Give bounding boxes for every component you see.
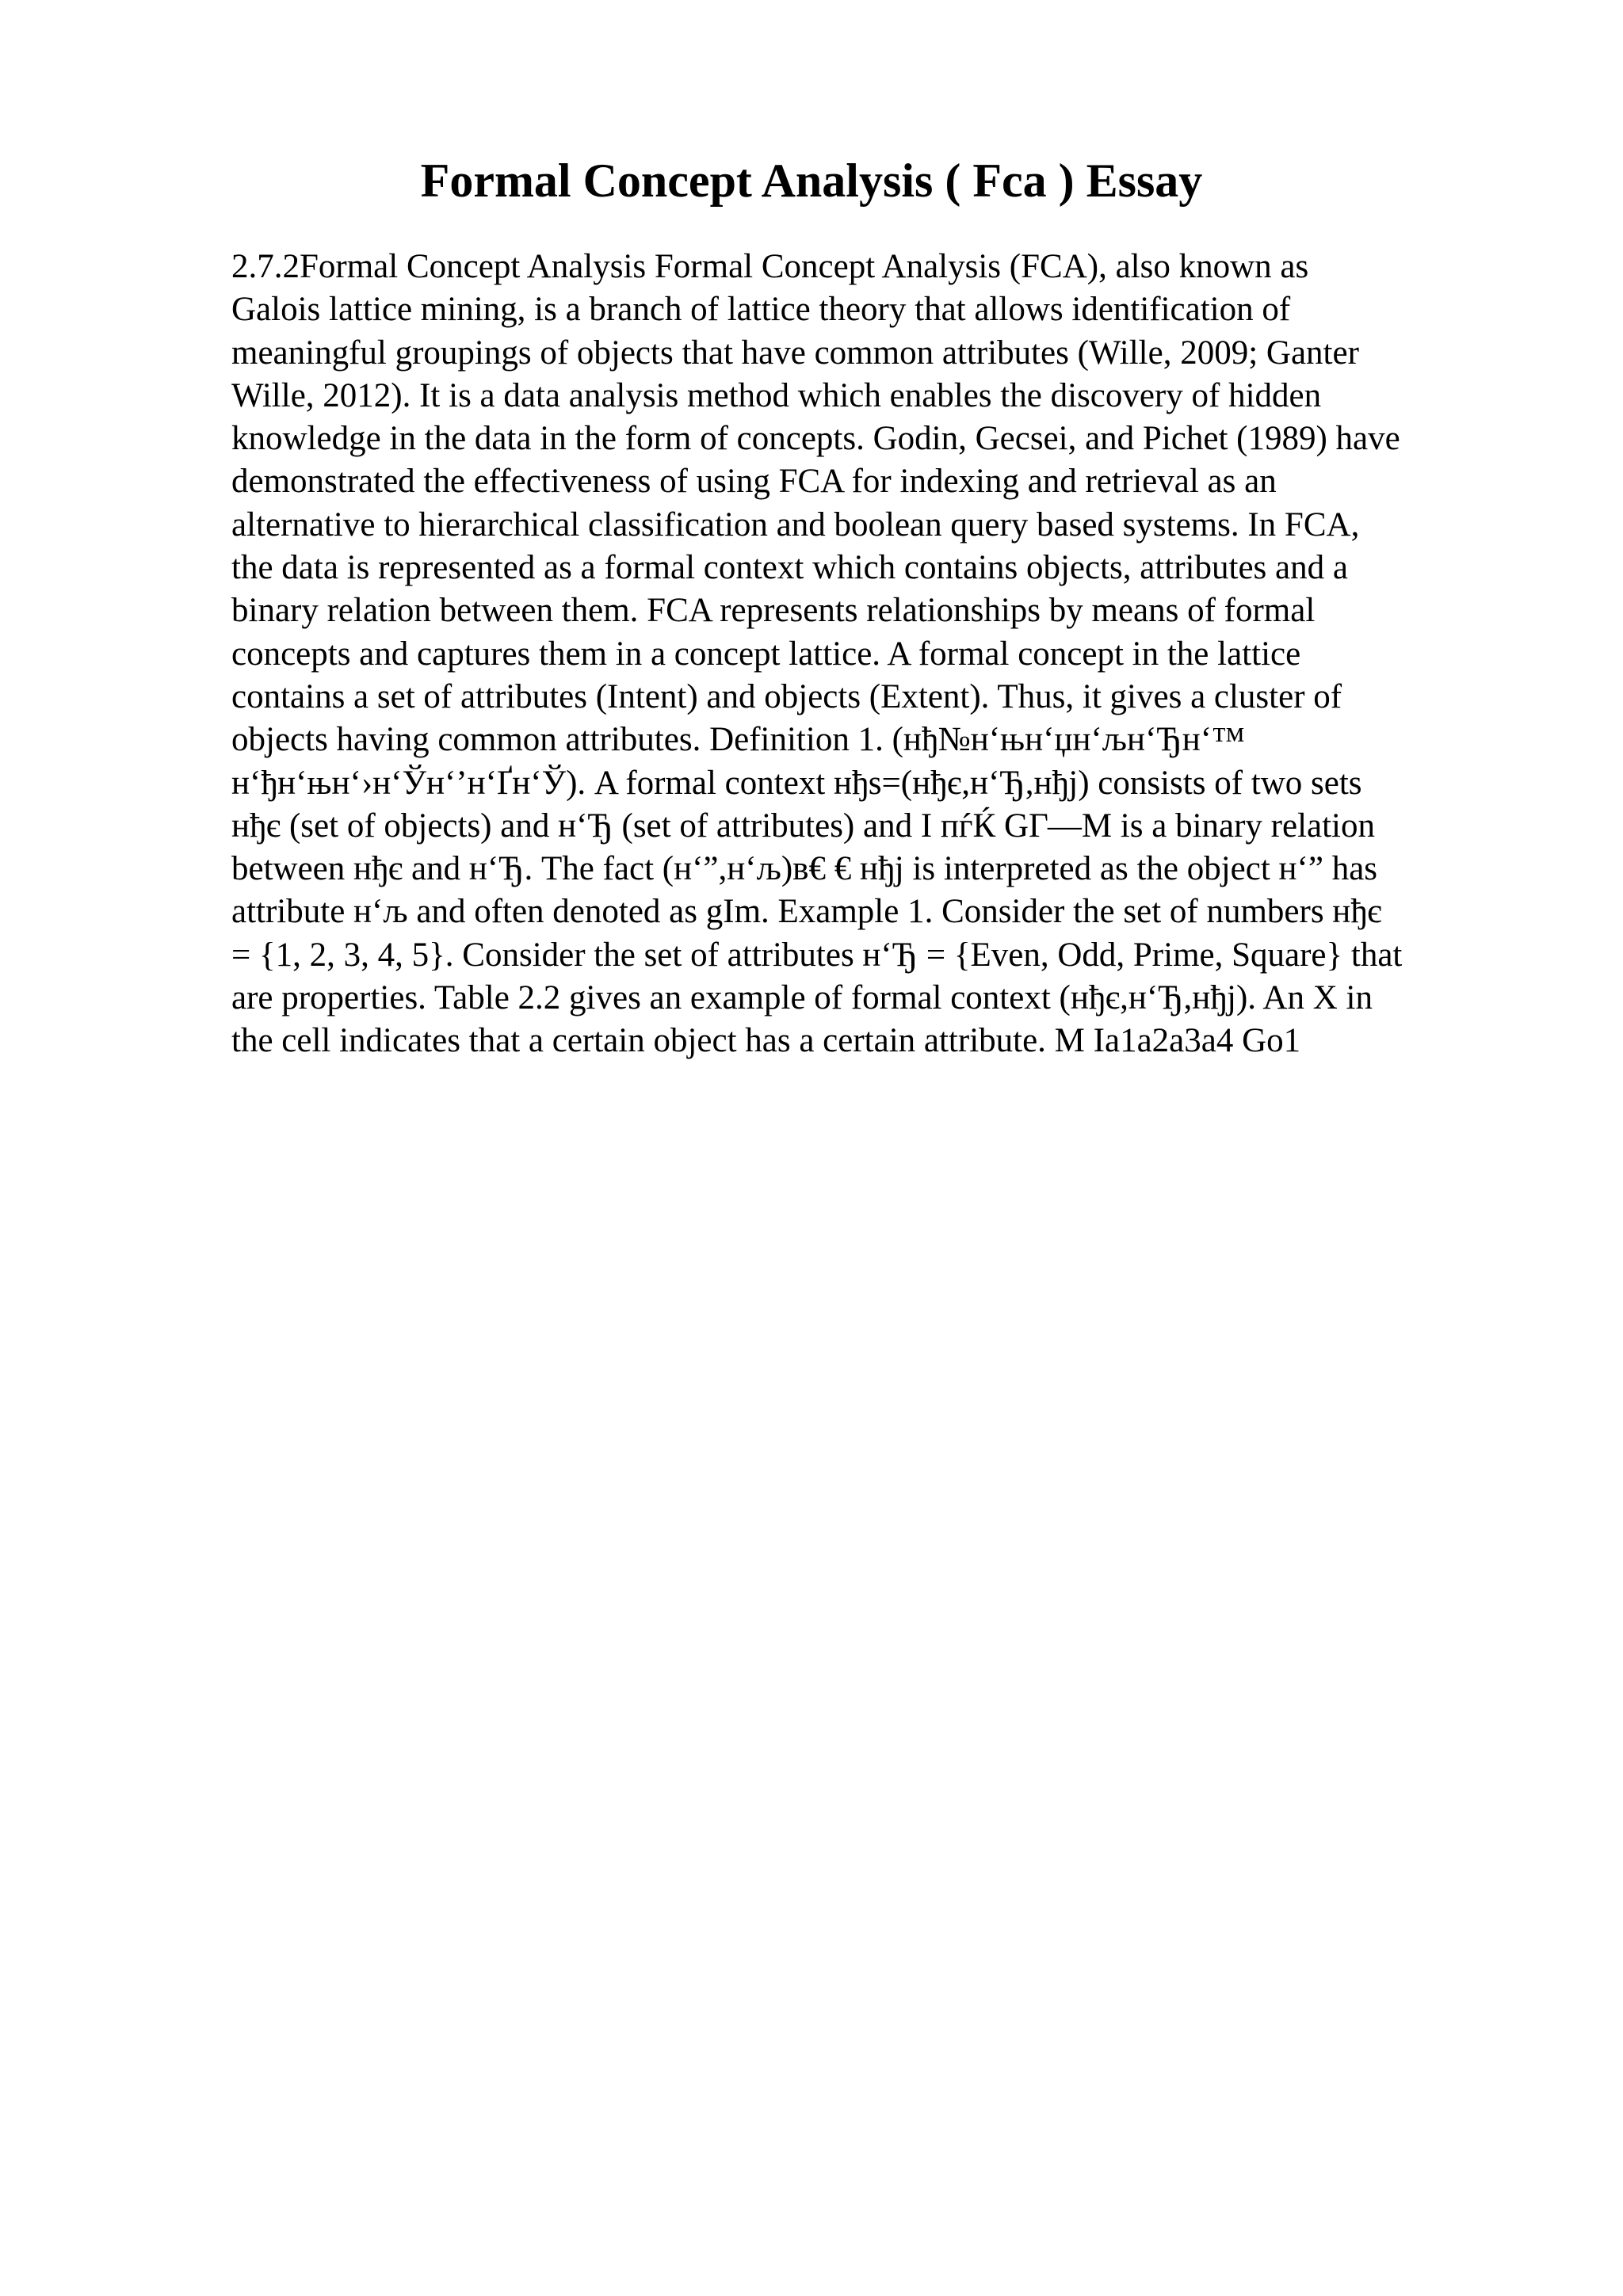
text-line: the data is represented as a formal context which contains objects, attributes and a (231, 549, 1348, 587)
text-line: alternative to hierarchical classification and boolean query based systems. In FCA, (231, 505, 1360, 543)
text-line: binary relation between them. FCA represents relationships by means of formal (231, 592, 1316, 630)
text-line: 2.7.2Formal Concept Analysis Formal Concept Analysis (FCA), also known as (231, 248, 1309, 285)
text-line: = {1, 2, 3, 4, 5}. Consider the set of attributes н‘Ђ = {Even, Odd, Prime, Square} that (231, 936, 1403, 974)
text-line: Galois lattice mining, is a branch of lattice theory that allows identification of (231, 291, 1291, 329)
text-line: knowledge in the data in the form of concepts. Godin, Gecsei, and Pichet (1989) have (231, 420, 1400, 458)
text-line: attribute н‘љ and often denoted as gIm. Example 1. Consider the set of numbers нђє (231, 893, 1382, 931)
text-line: н‘ђн‘њн‘›н‘Ўн‘’н‘Ґн‘Ў). A formal context нђѕ=(нђє,н‘Ђ,нђј) consists of two sets (231, 764, 1362, 802)
text-line: contains a set of attributes (Intent) and objects (Extent). Thus, it gives a cluster of (231, 677, 1342, 715)
text-line: the cell indicates that a certain object has a certain attribute. M Ia1a2a3a4 Go1 (231, 1022, 1301, 1060)
text-line: are properties. Table 2.2 gives an example of formal context (нђє,н‘Ђ,нђј). An X in (231, 979, 1373, 1017)
text-line: нђє (set of objects) and н‘Ђ (set of attributes) and I пѓЌ GГ—M is a binary relation (231, 807, 1375, 845)
document-title: Formal Concept Analysis ( Fca ) Essay (420, 154, 1203, 207)
text-line: objects having common attributes. Definition 1. (нђ№н‘њн‘џн‘љн‘Ђн‘™ (231, 721, 1246, 759)
text-line: meaningful groupings of objects that have common attributes (Wille, 2009; Ganter (231, 334, 1359, 372)
body-paragraph (231, 246, 1499, 1063)
text-line: between нђє and н‘Ђ. The fact (н‘”,н‘љ)в€ € нђј is interpreted as the object н‘” has (231, 850, 1378, 888)
text-line: concepts and captures them in a concept lattice. A formal concept in the lattice (231, 635, 1301, 673)
text-line: Wille, 2012). It is a data analysis method which enables the discovery of hidden (231, 376, 1322, 414)
text-line: demonstrated the effectiveness of using FCA for indexing and retrieval as an (231, 463, 1277, 501)
